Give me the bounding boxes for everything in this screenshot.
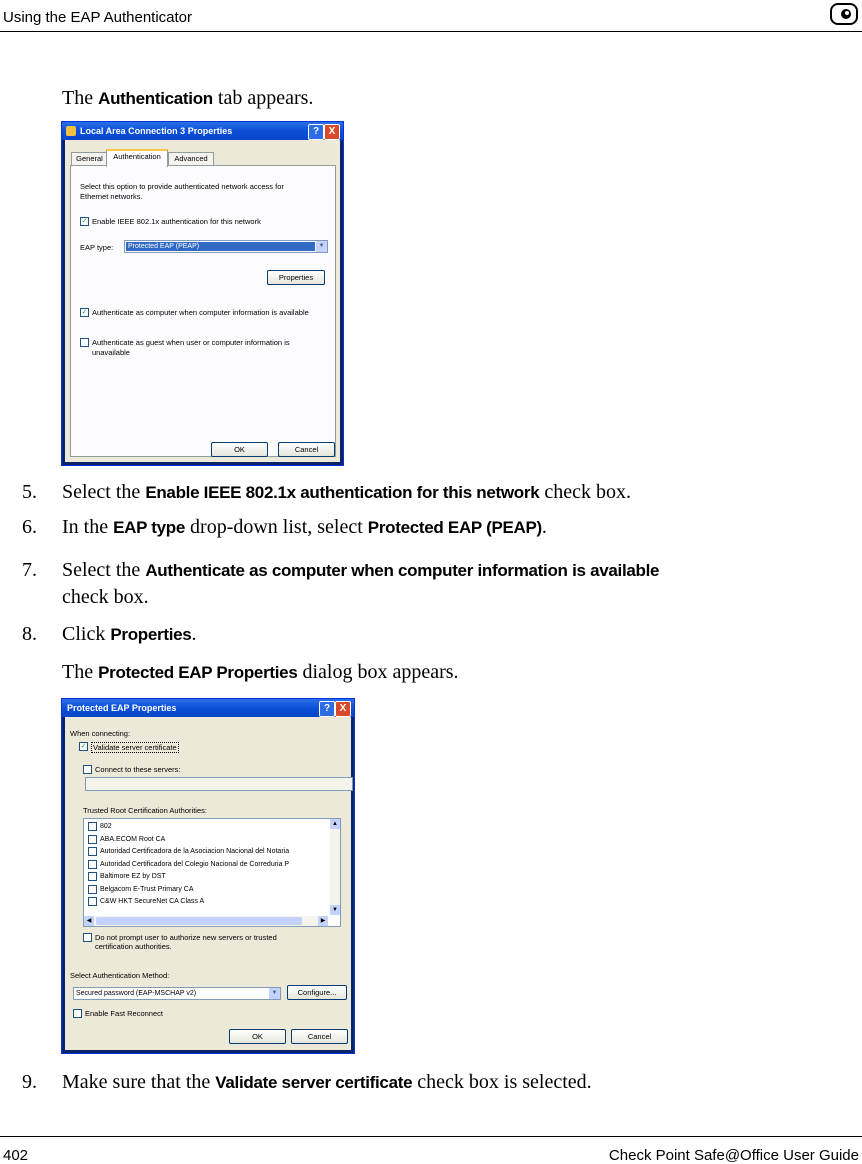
step-8-text: Click Properties.: [62, 623, 197, 645]
list-item[interactable]: [88, 897, 324, 907]
lan-properties-dialog: [61, 121, 344, 466]
ca-label: ABA.ECOM Root CA: [100, 835, 166, 843]
ca-label: Belgacom E-Trust Primary CA: [100, 885, 194, 893]
eap-type-select[interactable]: [124, 240, 328, 253]
ok-button[interactable]: OK: [229, 1029, 286, 1044]
step-7-text-line-2: check box.: [62, 586, 149, 608]
header-title: Using the EAP Authenticator: [3, 9, 193, 26]
step-5-number: 5.: [22, 481, 37, 503]
connect-servers-checkbox[interactable]: [83, 765, 92, 774]
tab-authentication[interactable]: Authentication: [106, 149, 168, 167]
step-7-text: Select the Authenticate as computer when computer information is available: [62, 559, 660, 581]
validate-cert-checkbox[interactable]: ✓: [80, 743, 87, 750]
peap-properties-dialog: [61, 698, 355, 1054]
ca-checkbox[interactable]: [88, 860, 97, 869]
vertical-scrollbar[interactable]: [330, 819, 340, 915]
step-5-text: Select the Enable IEEE 802.1x authentication for this network check box.: [62, 481, 631, 503]
no-prompt-checkbox[interactable]: [83, 933, 92, 942]
cancel-button[interactable]: Cancel: [291, 1029, 348, 1044]
auth-computer-checkbox[interactable]: ✓: [81, 309, 88, 316]
tab-general[interactable]: General: [71, 152, 108, 165]
properties-button[interactable]: Properties: [267, 270, 325, 285]
auth-computer-label: Authenticate as computer when computer information is available: [92, 308, 309, 317]
scroll-down-icon[interactable]: ▼: [330, 905, 340, 915]
trusted-root-label: Trusted Root Certification Authorities:: [83, 806, 207, 815]
dialog-title-bar: Local Area Connection 3 Properties ? X: [62, 122, 343, 140]
chevron-down-icon[interactable]: ▼: [269, 988, 280, 999]
enable-8021x-label: Enable IEEE 802.1x authentication for this network: [92, 217, 261, 226]
auth-guest-label-2: unavailable: [92, 348, 130, 357]
page-footer: [0, 1136, 862, 1164]
ca-label: 802: [100, 823, 112, 830]
ca-label: Autoridad Certificadora del Colegio Nacional de Correduria P: [100, 860, 290, 868]
step-6-number: 6.: [22, 516, 37, 538]
scroll-up-icon[interactable]: ▲: [330, 819, 340, 829]
page-header: [0, 0, 862, 32]
eap-type-value: Protected EAP (PEAP): [126, 242, 315, 251]
step-9-number: 9.: [22, 1071, 37, 1093]
list-item[interactable]: [88, 847, 324, 857]
ca-checkbox[interactable]: [88, 872, 97, 881]
intro-line: The Authentication tab appears.: [62, 87, 314, 109]
help-button[interactable]: ?: [319, 701, 335, 717]
configure-button[interactable]: Configure...: [287, 985, 347, 1000]
ca-checkbox[interactable]: [88, 847, 97, 856]
list-item[interactable]: [88, 860, 324, 870]
no-prompt-label-2: certification authorities.: [95, 942, 172, 951]
close-button[interactable]: X: [324, 124, 340, 140]
servers-input[interactable]: [85, 777, 353, 791]
eap-logo-icon: [829, 2, 859, 26]
step-8-number: 8.: [22, 623, 37, 645]
network-icon: [66, 126, 76, 136]
ca-checkbox[interactable]: [88, 897, 97, 906]
ca-checkbox[interactable]: [88, 885, 97, 894]
list-item[interactable]: [88, 872, 324, 882]
ca-checkbox[interactable]: [88, 822, 97, 831]
close-button[interactable]: X: [335, 701, 351, 717]
auth-guest-checkbox[interactable]: [80, 338, 89, 347]
select-method-label: Select Authentication Method:: [70, 971, 170, 980]
peap-intro-line: The Protected EAP Properties dialog box appears.: [62, 661, 459, 683]
auth-guest-label-1: Authenticate as guest when user or computer information is: [92, 338, 290, 347]
connect-servers-label: Connect to these servers:: [95, 765, 181, 774]
list-item[interactable]: [88, 822, 324, 832]
eap-type-label: EAP type:: [80, 243, 114, 252]
page-number: 402: [3, 1147, 29, 1164]
fast-reconnect-label: Enable Fast Reconnect: [85, 1009, 163, 1018]
auth-method-select[interactable]: [73, 987, 281, 1000]
description-line-2: Ethernet networks.: [80, 192, 143, 201]
help-button[interactable]: ?: [308, 124, 324, 140]
step-6-text: In the EAP type drop-down list, select Protected EAP (PEAP).: [62, 516, 547, 538]
ca-label: Autoridad Certificadora de la Asociacion Nacional del Notaria: [100, 848, 290, 855]
horizontal-scrollbar[interactable]: [84, 916, 328, 926]
dialog-body: [65, 140, 340, 462]
fast-reconnect-checkbox[interactable]: [73, 1009, 82, 1018]
step-7-number: 7.: [22, 559, 37, 581]
ca-listbox[interactable]: [83, 818, 341, 927]
validate-cert-label: Validate server certificate: [93, 743, 177, 752]
list-item[interactable]: [88, 885, 324, 895]
ok-button[interactable]: OK: [211, 442, 268, 457]
list-item[interactable]: [88, 835, 324, 845]
scroll-left-icon[interactable]: ◀: [84, 916, 94, 926]
ca-label: Baltimore EZ by DST: [100, 873, 166, 880]
guide-title: Check Point Safe@Office User Guide: [608, 1147, 859, 1164]
enable-8021x-checkbox[interactable]: ✓: [81, 218, 88, 225]
tab-advanced[interactable]: Advanced: [168, 152, 214, 165]
no-prompt-label-1: Do not prompt user to authorize new servers or trusted: [95, 933, 277, 942]
chevron-down-icon[interactable]: ▼: [316, 241, 327, 252]
dialog-title-bar: Protected EAP Properties ? X: [62, 699, 354, 717]
dialog-body: [65, 717, 351, 1050]
ca-checkbox[interactable]: [88, 835, 97, 844]
auth-method-value: Secured password (EAP-MSCHAP v2): [76, 990, 197, 997]
cancel-button[interactable]: Cancel: [278, 442, 335, 457]
ca-label: C&W HKT SecureNet CA Class A: [100, 898, 205, 905]
scroll-right-icon[interactable]: ▶: [318, 916, 328, 926]
description-line-1: Select this option to provide authenticated network access for: [80, 182, 284, 191]
step-9-text: Make sure that the Validate server certificate check box is selected.: [62, 1071, 592, 1093]
scroll-thumb[interactable]: [96, 917, 302, 925]
when-connecting-label: When connecting:: [70, 729, 131, 738]
